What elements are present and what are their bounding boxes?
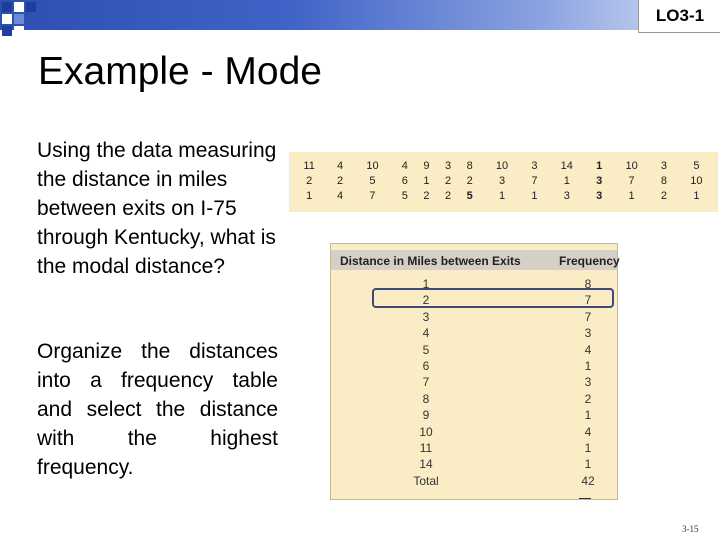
distance-column-header: Distance in Miles between Exits [340,254,521,268]
raw-data-cell: 5 [369,174,376,187]
raw-data-cell: 8 [660,174,668,187]
instruction-text: Organize the distances into a frequency table and select the distance with the highest frequency. [37,340,278,479]
raw-data-cell: 7 [628,174,635,187]
raw-data-cell: 2 [444,174,452,187]
raw-data-cell: 9 [423,159,430,172]
raw-data-row [289,158,718,173]
distance-cell: 14 [419,457,433,472]
raw-data-table [289,152,718,212]
total-value: 42 [581,473,595,488]
frequency-row [331,374,617,390]
question-text: Using the data measuring the distance in miles between exits on I-75 through Kentucky, what is the modal distance? [37,139,277,278]
raw-data-cell: 1 [563,174,570,187]
frequency-cell: 7 [584,309,592,324]
frequency-cell: 1 [584,440,592,455]
raw-data-cell: 14 [560,159,573,172]
raw-data-row [289,173,718,188]
frequency-row [331,424,617,440]
frequency-cell: 1 [584,408,592,423]
raw-data-cell: 5 [693,159,700,172]
distance-cell: 6 [422,358,430,373]
frequency-cell: 4 [584,424,592,439]
raw-data-cell: 2 [423,189,430,202]
frequency-row [331,342,617,358]
raw-data-cell: 4 [337,159,344,172]
distance-cell: 2 [422,293,430,308]
title-banner [0,0,720,30]
raw-data-cell: 1 [628,189,635,202]
distance-cell: 11 [419,440,433,455]
raw-data-cell: 2 [306,174,313,187]
distance-cell: 8 [422,391,430,406]
frequency-column-header: Frequency [559,254,620,268]
frequency-table [330,243,618,500]
raw-data-cell: 7 [531,174,538,187]
frequency-cell: 3 [584,326,592,341]
raw-data-cell: 1 [531,189,538,202]
distance-cell: 9 [422,408,430,423]
frequency-cell: 7 [584,293,592,308]
frequency-row [331,325,617,341]
frequency-row [331,456,617,472]
frequency-cell: 8 [584,277,592,291]
raw-data-cell: 4 [337,189,344,202]
slide-title: Example - Mode [38,50,322,93]
learning-objective-tag [638,0,720,33]
frequency-row [331,309,617,325]
raw-data-cell: 3 [444,159,452,172]
distance-cell: 7 [422,375,430,390]
raw-data-cell: 1 [498,189,506,202]
raw-data-cell: 3 [531,159,538,172]
corner-squares-logo [0,0,60,40]
distance-cell: 4 [422,326,430,341]
raw-data-cell: 3 [596,174,603,187]
raw-data-cell: 10 [690,174,703,187]
raw-data-cell: 1 [693,189,700,202]
distance-cell: 1 [422,277,430,291]
lo-label: LO3-1 [655,6,705,25]
raw-data-cell: 1 [423,174,430,187]
raw-data-cell: 2 [660,189,668,202]
raw-data-cell: 10 [366,159,379,172]
raw-data-cell: 8 [466,159,473,172]
frequency-row [331,358,617,374]
distance-cell: 3 [422,309,430,324]
total-row [331,473,617,489]
raw-data-cell: 2 [444,189,452,202]
raw-data-cell: 5 [466,189,473,202]
sum-underline [579,498,591,499]
raw-data-row [289,188,718,203]
raw-data-cell: 10 [625,159,638,172]
frequency-cell: 2 [584,391,592,406]
frequency-cell: 4 [584,342,592,357]
frequency-cell: 1 [584,457,592,472]
raw-data-cell: 2 [337,174,344,187]
total-label: Total [413,473,439,488]
raw-data-cell: 6 [401,174,408,187]
mode-highlight-box [372,288,614,308]
raw-data-cell: 4 [401,159,408,172]
raw-data-cell: 10 [495,159,509,172]
raw-data-cell: 1 [306,189,313,202]
frequency-cell: 1 [584,358,592,373]
distance-cell: 5 [422,342,430,357]
raw-data-cell: 3 [660,159,668,172]
frequency-cell: 3 [584,375,592,390]
raw-data-cell: 11 [303,159,315,172]
raw-data-cell: 7 [369,189,376,202]
frequency-row [331,440,617,456]
raw-data-cell: 3 [596,189,603,202]
frequency-row [331,391,617,407]
raw-data-cell: 1 [596,159,603,172]
distance-cell: 10 [419,424,433,439]
raw-data-cell: 3 [563,189,570,202]
page-number: 3-15 [682,524,699,534]
raw-data-cell: 3 [498,174,506,187]
raw-data-cell: 5 [401,189,408,202]
raw-data-cell: 2 [466,174,473,187]
frequency-row [331,407,617,423]
